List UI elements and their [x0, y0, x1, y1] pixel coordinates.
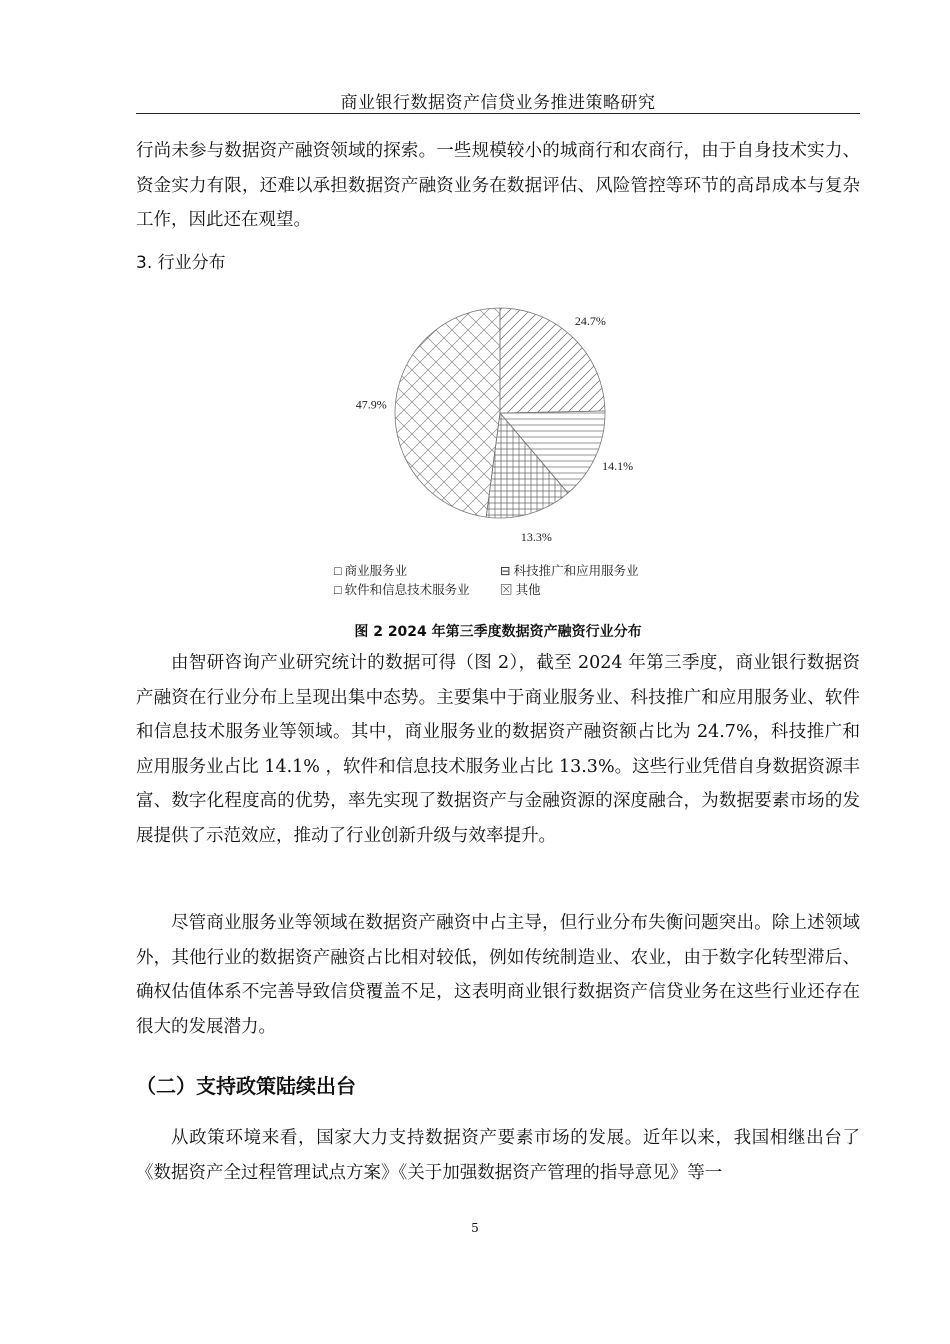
- paragraph-3: 尽管商业服务业等领域在数据资产融资中占主导，但行业分布失衡问题突出。除上述领域外，其他行业的数据资产融资占比相对较低，例如传统制造业、农业，由于数字化转型滞后、确权估值体系不完善导致信贷覆盖不足，这表明商业银行数据资产信贷业务在这些行业还存在很大的发展潜力。: [136, 913, 860, 1037]
- paragraph-4: 从政策环境来看，国家大力支持数据资产要素市场的发展。近年以来，我国相继出台了《数据资产全过程管理试点方案》《关于加强数据资产管理的指导意见》等一: [136, 1128, 860, 1183]
- section-heading-industry-distribution: 3. 行业分布: [136, 253, 226, 273]
- legend-item-3: □ 软件和信息技术服务业: [334, 583, 470, 597]
- page-number: 5: [471, 1221, 479, 1235]
- pie-chart-svg: [300, 290, 720, 610]
- running-header: 商业银行数据资产信贷业务推进策略研究: [340, 93, 656, 113]
- figure-caption: 图 2 2024 年第三季度数据资产融资行业分布: [354, 624, 642, 640]
- pie-data-label-1: 24.7%: [574, 313, 606, 328]
- legend-item-2: ⊟ 科技推广和应用服务业: [500, 564, 639, 578]
- legend-item-4: ⊠ 其他: [500, 583, 541, 597]
- pie-data-label-3: 13.3%: [520, 529, 552, 544]
- pie-chart: [300, 290, 720, 610]
- paragraph-1: 行尚未参与数据资产融资领域的探索。一些规模较小的城商行和农商行，由于自身技术实力、资金实力有限，还难以承担数据资产融资业务在数据评估、风险管控等环节的高昂成本与复杂工作，因此还在观望。: [136, 141, 860, 230]
- header-rule: [136, 113, 860, 114]
- legend-item-1: □ 商业服务业: [334, 564, 408, 578]
- section-heading-policy-support: （二）支持政策陆续出台: [136, 1074, 356, 1098]
- paragraph-2: 由智研咨询产业研究统计的数据可得（图 2），截至 2024 年第三季度，商业银行数据资产融资在行业分布上呈现出集中态势。主要集中于商业服务业、科技推广和应用服务业、软件和信息技术服务业等领域。其中，商业服务业的数据资产融资额占比为 24.7%，科技推广和应用服务业占比 14.1% ，软件和信息技术服务业占比 13.3%。这些行业凭借自身数据资源丰富、数字化程度高的优势，率先实现了数据资产与金融资源的深度融合，为数据要素市场的发展提供了示范效应，推动了行业创新升级与效率提升。: [136, 653, 860, 846]
- pie-data-label-2: 14.1%: [602, 459, 634, 474]
- pie-slice-4: [395, 308, 500, 517]
- pie-data-label-4: 47.9%: [355, 397, 387, 412]
